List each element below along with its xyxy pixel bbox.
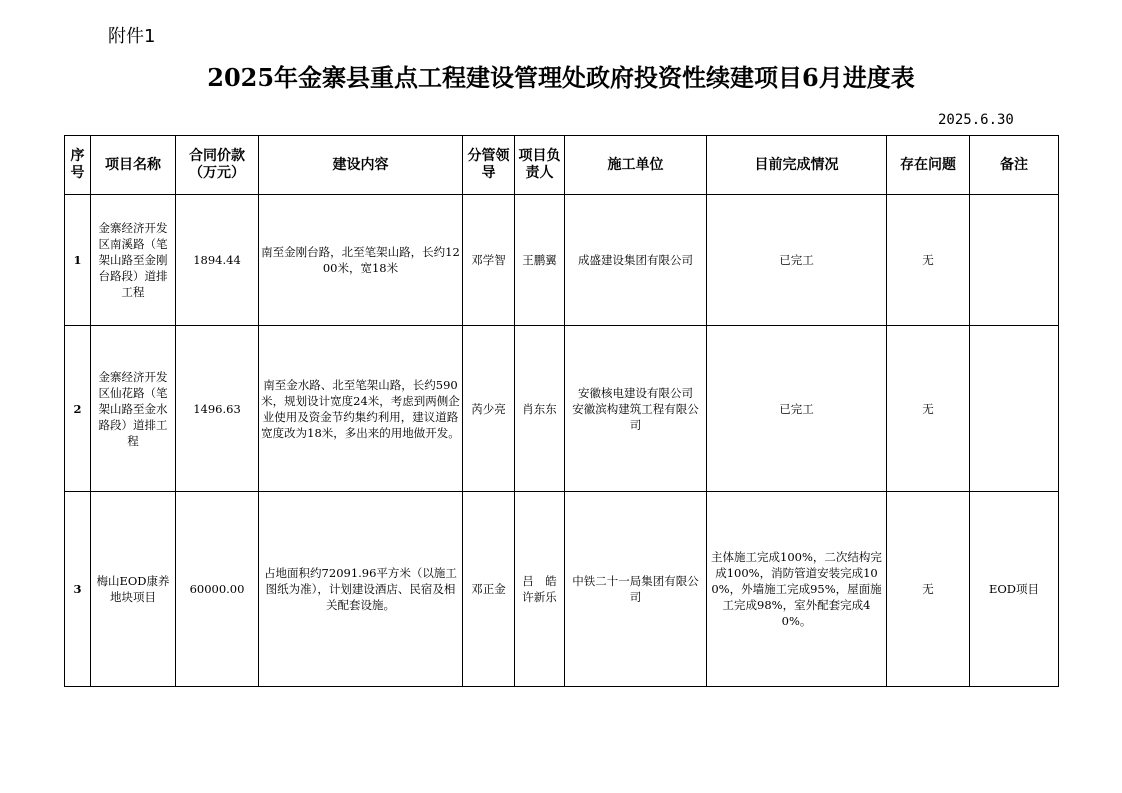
row-issues: 无	[887, 492, 970, 687]
row-progress: 已完工	[707, 195, 887, 326]
row-contract-price: 60000.00	[176, 492, 259, 687]
row-leader: 芮少亮	[463, 326, 515, 492]
row-manager-name: 吕 皓	[522, 574, 557, 588]
header-issues: 存在问题	[887, 136, 970, 195]
row-project-name: 金寨经济开发区仙花路（笔架山路至金水路段）道排工程	[91, 326, 176, 492]
row-progress: 已完工	[707, 326, 887, 492]
row-project-name: 金寨经济开发区南溪路（笔架山路至金刚台路段）道排工程	[91, 195, 176, 326]
table-row	[65, 195, 1059, 326]
row-remarks	[970, 326, 1059, 492]
row-contract-price: 1894.44	[176, 195, 259, 326]
header-manager: 项目负责人	[515, 136, 565, 195]
row-remarks: EOD项目	[970, 492, 1059, 687]
row-construction-content: 南至金刚台路，北至笔架山路，长约1200米，宽18米	[259, 195, 463, 326]
row-progress: 主体施工完成100%，二次结构完成100%，消防管道安装完成100%，外墙施工完成95%，屋面施工完成98%，室外配套完成40%。	[707, 492, 887, 687]
attachment-label: 附件1	[108, 26, 156, 47]
header-progress: 目前完成情况	[707, 136, 887, 195]
row-contractor-name: 成盛建设集团有限公司	[578, 253, 693, 267]
report-date: 2025.6.30	[938, 112, 1014, 128]
row-contractor-name: 中铁二十一局集团有限公司	[572, 574, 699, 604]
header-project-name: 项目名称	[91, 136, 176, 195]
header-contract-price	[176, 136, 259, 195]
row-construction-content: 南至金水路、北至笔架山路，长约590米，规划设计宽度24米，考虑到两侧企业使用及资金节约集约利用，建议道路宽度改为18米，多出来的用地做开发。	[259, 326, 463, 492]
table-row	[65, 492, 1059, 687]
table-header-row	[65, 136, 1059, 195]
row-issues: 无	[887, 195, 970, 326]
row-project-name: 梅山EOD康养地块项目	[91, 492, 176, 687]
header-construction-content: 建设内容	[259, 136, 463, 195]
header-price-line1: 合同价款	[189, 148, 245, 164]
header-remarks: 备注	[970, 136, 1059, 195]
row-contractor	[565, 492, 707, 687]
header-leader: 分管领导	[463, 136, 515, 195]
row-manager-name: 许新乐	[522, 590, 557, 604]
row-seq: 1	[65, 195, 91, 326]
row-contractor-name: 安徽核电建设有限公司	[578, 385, 693, 400]
row-contractor-name: 安徽滨构建筑工程有限公司	[572, 401, 699, 432]
progress-table	[64, 135, 1059, 687]
row-manager	[515, 326, 565, 492]
row-manager	[515, 492, 565, 687]
row-issues: 无	[887, 326, 970, 492]
row-remarks	[970, 195, 1059, 326]
row-seq: 3	[65, 492, 91, 687]
row-manager-name: 王鹏翼	[522, 253, 557, 267]
row-manager	[515, 195, 565, 326]
row-construction-content: 占地面积约72091.96平方米（以施工图纸为准），计划建设酒店、民宿及相关配套设施。	[259, 492, 463, 687]
row-manager-name: 肖东东	[522, 401, 557, 416]
row-leader: 邓学智	[463, 195, 515, 326]
header-seq: 序号	[65, 136, 91, 195]
row-contractor	[565, 326, 707, 492]
row-seq: 2	[65, 326, 91, 492]
page-title: 2025年金寨县重点工程建设管理处政府投资性续建项目6月进度表	[207, 63, 915, 92]
row-contractor	[565, 195, 707, 326]
row-contract-price: 1496.63	[176, 326, 259, 492]
table-row	[65, 326, 1059, 492]
header-contractor: 施工单位	[565, 136, 707, 195]
header-price-line2: （万元）	[189, 165, 245, 181]
row-leader: 邓正金	[463, 492, 515, 687]
